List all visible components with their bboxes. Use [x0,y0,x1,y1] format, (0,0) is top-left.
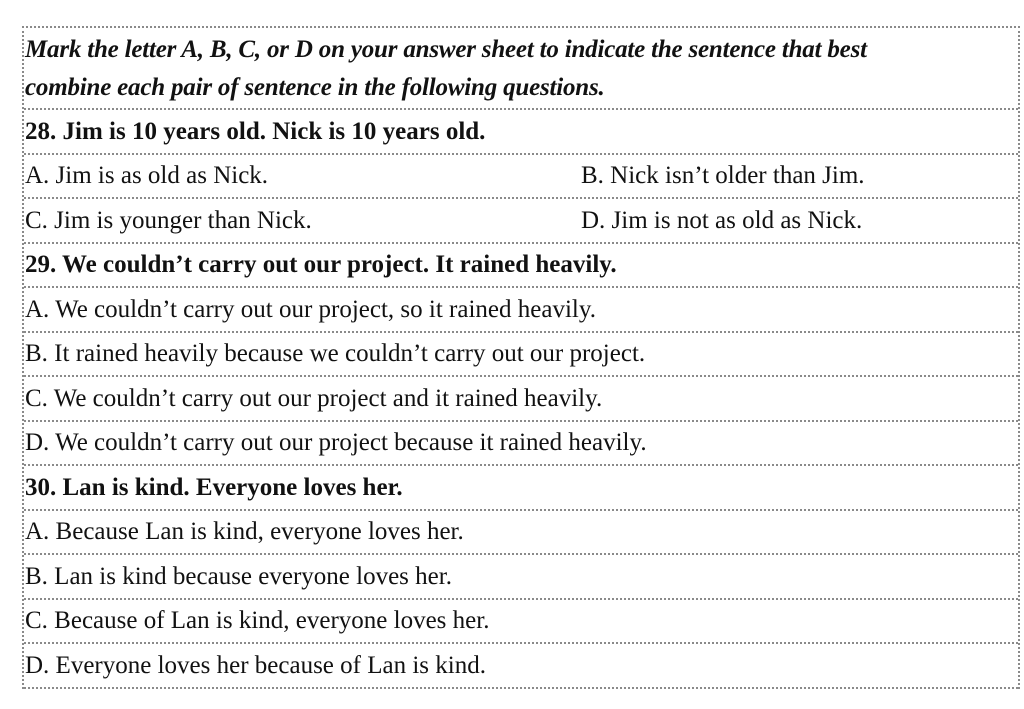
option-b: B. It rained heavily because we couldn’t carry out our project. [25,340,646,368]
instruction-text [24,28,1018,110]
question-stem: 30. Lan is kind. Everyone loves her. [25,473,403,501]
option-a: A. Because Lan is kind, everyone loves her. [25,518,464,546]
option-c: C. Jim is younger than Nick. [25,206,312,234]
option-c: C. We couldn’t carry out our project and it rained heavily. [25,384,603,412]
option-d: D. We couldn’t carry out our project because it rained heavily. [25,429,647,457]
option-b: B. Nick isn’t older than Jim. [581,162,865,190]
question-29-option-d [24,422,1018,467]
question-28-options-row-2 [24,199,1018,244]
question-28-options-row-1 [24,155,1018,200]
instruction-line-1: Mark the letter A, B, C, or D on your answer sheet to indicate the sentence that best [25,36,867,63]
option-a: A. We couldn’t carry out our project, so it rained heavily. [25,295,596,323]
question-29-option-b [24,333,1018,378]
option-a: A. Jim is as old as Nick. [25,162,269,190]
question-30-stem [24,466,1018,511]
question-stem: 29. We couldn’t carry out our project. It rained heavily. [25,251,617,279]
question-30-option-b [24,555,1018,600]
exercise-table [22,26,1020,689]
question-29-stem [24,244,1018,289]
option-c: C. Because of Lan is kind, everyone loves her. [25,607,490,635]
question-29-option-a [24,288,1018,333]
question-stem: 28. Jim is 10 years old. Nick is 10 years old. [25,117,486,145]
question-28-stem [24,110,1018,155]
option-d: D. Everyone loves her because of Lan is kind. [25,651,486,679]
question-29-option-c [24,377,1018,422]
option-d: D. Jim is not as old as Nick. [581,206,863,234]
question-30-option-c [24,600,1018,645]
instruction-line-2: combine each pair of sentence in the following questions. [25,74,605,101]
option-b: B. Lan is kind because everyone loves her. [25,562,452,590]
question-30-option-d [24,644,1018,689]
question-30-option-a [24,511,1018,556]
